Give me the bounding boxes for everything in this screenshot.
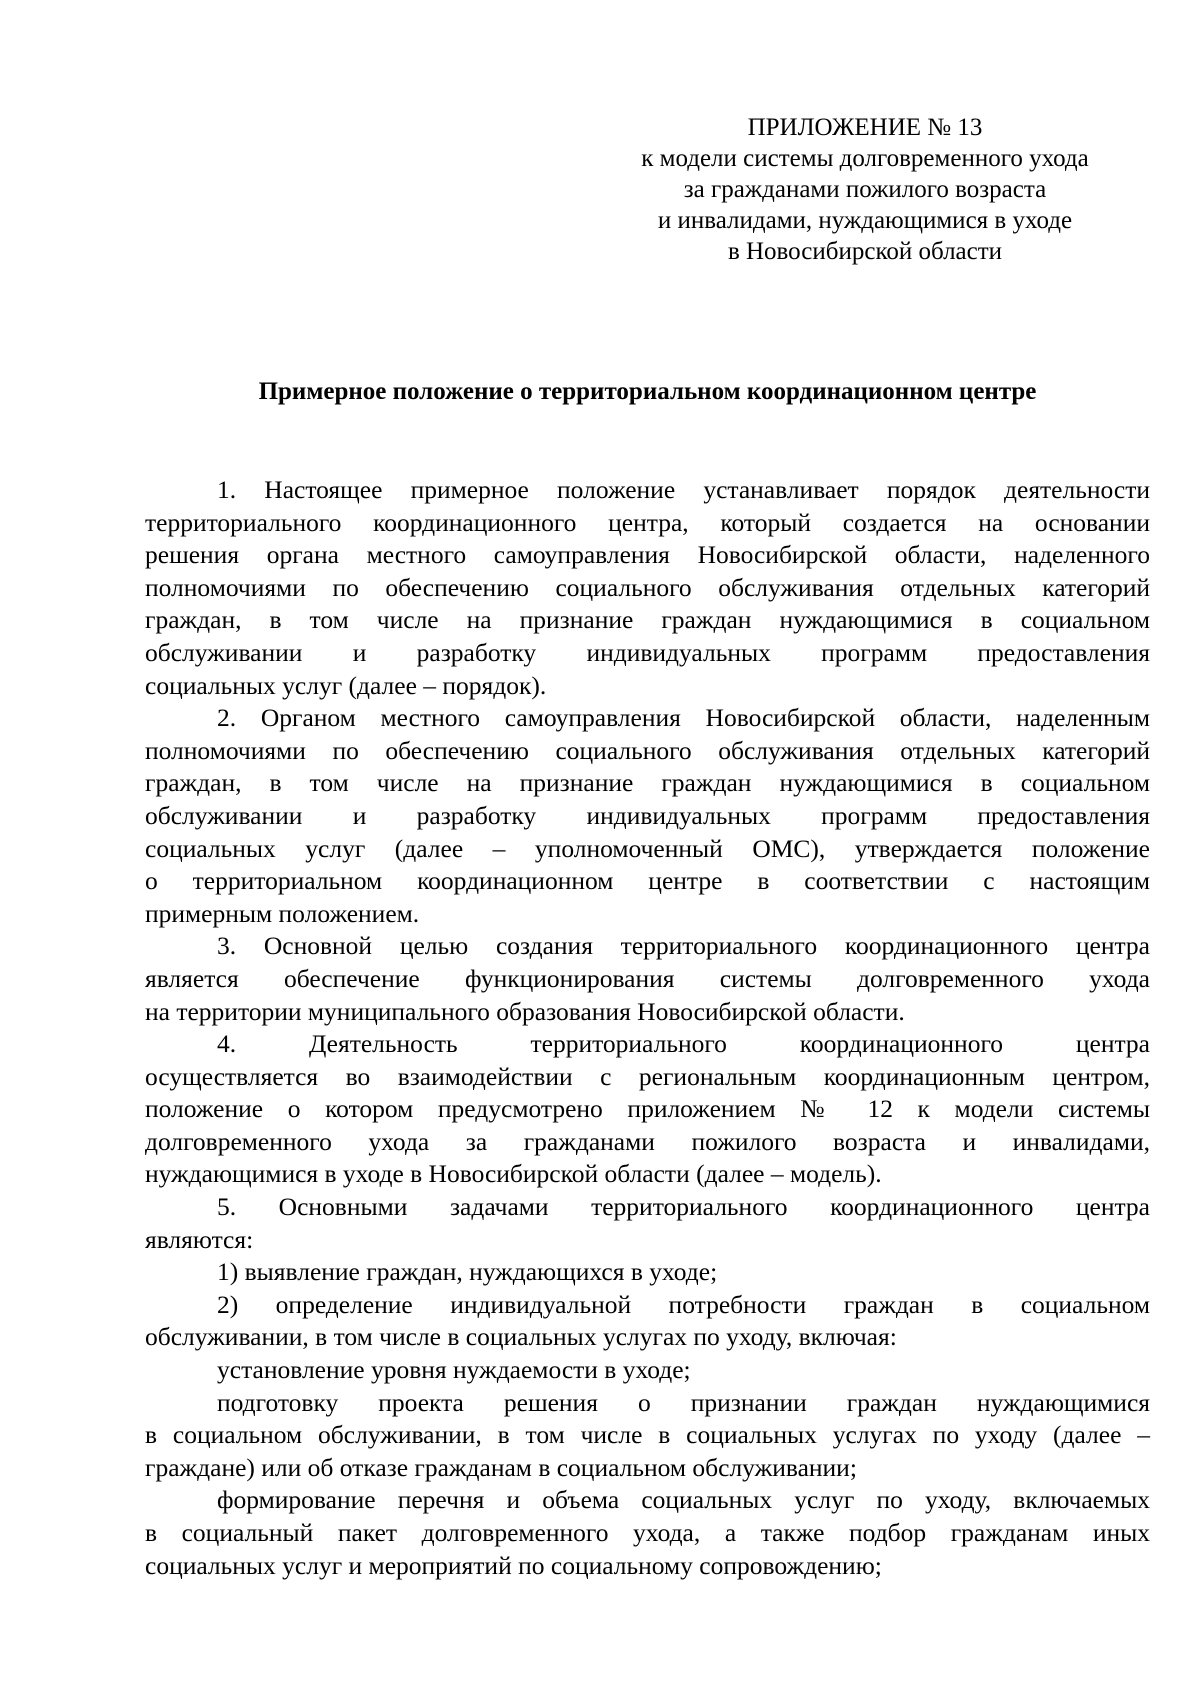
document-title: Примерное положение о территориальном координационном центре — [258, 378, 1037, 405]
list-item-line: 1) выявление граждан, нуждающихся в уходе; — [217, 1257, 718, 1287]
paragraph-line: является обеспечение функционирования системы долговременного ухода — [145, 963, 1150, 993]
sub-item-line: социальных услуг и мероприятий по социальному сопровождению; — [145, 1550, 882, 1580]
sub-item-line: формирование перечня и объема социальных услуг по уходу, включаемых — [217, 1485, 1150, 1515]
sub-item-line: в социальный пакет долговременного ухода, а также подбор гражданам иных — [145, 1518, 1150, 1547]
sub-item-line: подготовку проекта решения о признании граждан нуждающимися — [217, 1387, 1150, 1417]
paragraph-line: социальных услуг (далее – уполномоченный ОМС), утверждается положение — [145, 833, 1150, 863]
paragraph-line: полномочиями по обеспечению социального обслуживания отдельных категорий — [145, 572, 1150, 602]
document-body — [145, 474, 1150, 1582]
list-item-line: 2) определение индивидуальной потребности граждан в социальном — [217, 1289, 1150, 1319]
paragraph-line: обслуживании и разработку индивидуальных программ предоставления — [145, 800, 1150, 830]
paragraph-line: 3. Основной целью создания территориального координационного центра — [217, 931, 1150, 961]
paragraph-line: граждан, в том числе на признание граждан нуждающимися в социальном — [145, 605, 1150, 635]
paragraph-line: положение о котором предусмотрено приложением № 12 к модели системы — [145, 1094, 1150, 1124]
paragraph-line: 2. Органом местного самоуправления Новосибирской области, наделенным — [217, 703, 1150, 733]
paragraph-line: полномочиями по обеспечению социального обслуживания отдельных категорий — [145, 735, 1150, 765]
paragraph-line: являются: — [145, 1224, 254, 1254]
sub-item-line: в социальном обслуживании, в том числе в социальных услугах по уходу (далее – — [145, 1420, 1150, 1450]
list-item-line: обслуживании, в том числе в социальных услугах по уходу, включая: — [145, 1322, 897, 1352]
paragraph-line: на территории муниципального образования Новосибирской области. — [145, 996, 905, 1026]
paragraph-line: 1. Настоящее примерное положение устанавливает порядок деятельности — [217, 475, 1150, 504]
paragraph-line: социальных услуг (далее – порядок). — [145, 670, 547, 700]
paragraph-line: 5. Основными задачами территориального координационного центра — [217, 1192, 1150, 1222]
sub-item-line: граждане) или об отказе гражданам в социальном обслуживании; — [145, 1452, 857, 1482]
paragraph-line: обслуживании и разработку индивидуальных программ предоставления — [145, 637, 1150, 667]
paragraph-line: граждан, в том числе на признание граждан нуждающимися в социальном — [145, 768, 1150, 798]
paragraph-line: долговременного ухода за гражданами пожилого возраста и инвалидами, — [145, 1126, 1150, 1156]
paragraph-line: нуждающимися в уходе в Новосибирской области (далее – модель). — [145, 1159, 882, 1189]
paragraph-line: 4. Деятельность территориального координационного центра — [217, 1029, 1150, 1059]
annex-line: за гражданами пожилого возраста — [683, 176, 1047, 203]
annex-header — [600, 112, 1130, 267]
annex-line: и инвалидами, нуждающимися в уходе — [657, 207, 1073, 234]
annex-line: к модели системы долговременного ухода — [641, 145, 1089, 172]
paragraph-line: решения органа местного самоуправления Новосибирской области, наделенного — [145, 540, 1150, 570]
paragraph-line: осуществляется во взаимодействии с региональным координационным центром, — [145, 1061, 1150, 1091]
annex-number: ПРИЛОЖЕНИЕ № 13 — [747, 114, 983, 141]
sub-item-line: установление уровня нуждаемости в уходе; — [217, 1355, 691, 1385]
annex-line: в Новосибирской области — [727, 238, 1003, 265]
paragraph-line: примерным положением. — [145, 898, 420, 928]
paragraph-line: о территориальном координационном центре в соответствии с настоящим — [145, 866, 1150, 896]
paragraph-line: территориального координационного центра, который создается на основании — [145, 507, 1150, 537]
